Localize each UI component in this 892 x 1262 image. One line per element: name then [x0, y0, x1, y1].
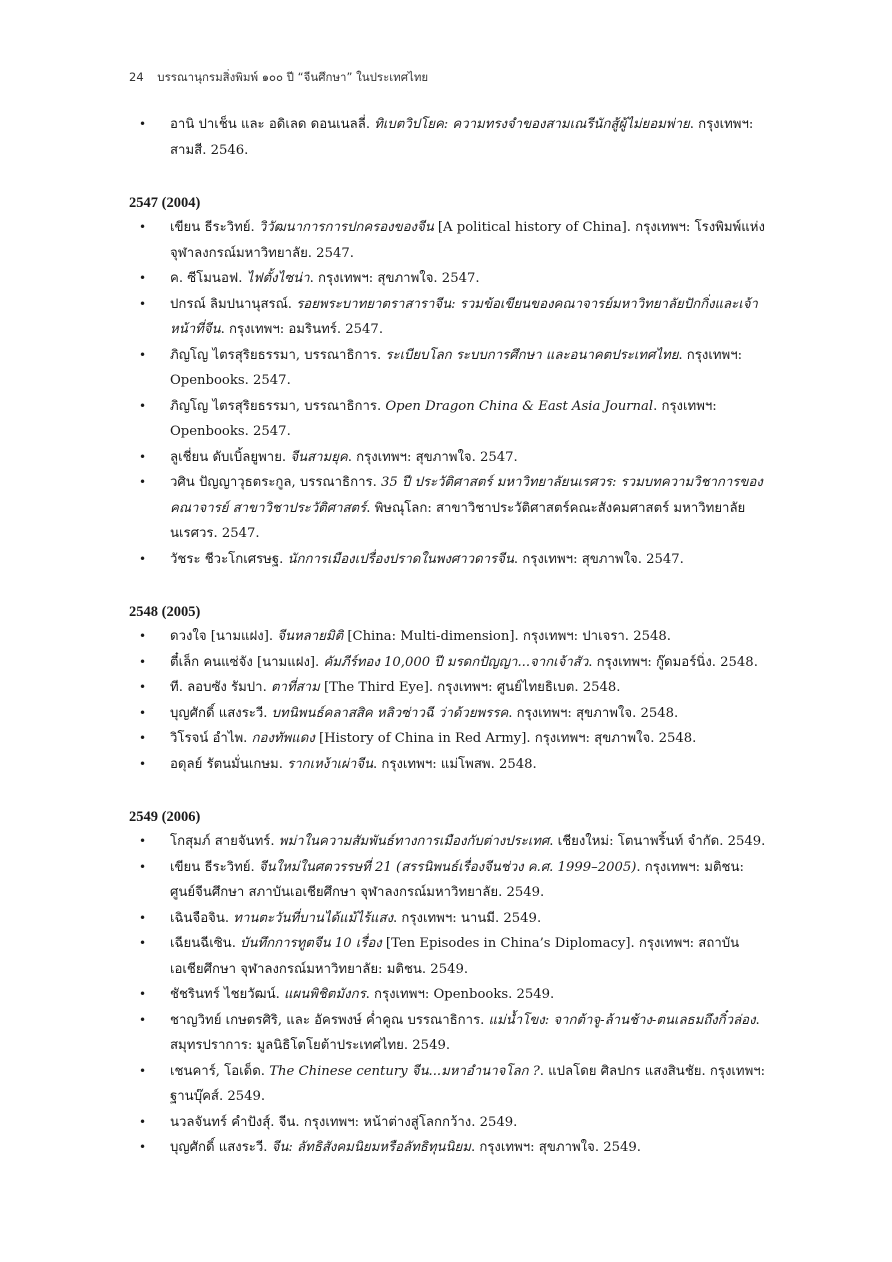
entry-title: ทิเบตวิปโยค: ความทรงจำของสามเณรีนักสู้ผู้ไม่ยอมพ่าย [374, 117, 690, 132]
bullet-icon: • [139, 271, 147, 285]
year-heading: 2548 (2005) [129, 604, 201, 620]
entry-publication: . เชียงใหม่: โตนาพริ้นท์ จำกัด. 2549. [549, 834, 766, 849]
entry-author: เขียน ธีระวิทย์. [170, 859, 259, 875]
bullet-icon: • [139, 834, 147, 848]
entry-publication: . กรุงเทพฯ: สุขภาพใจ. 2547. [513, 551, 684, 567]
bibliography-entry [129, 1135, 769, 1161]
bibliography-entry [129, 982, 769, 1008]
bibliography-entry [129, 726, 769, 752]
bibliography-entry [129, 1059, 769, 1110]
entry-publication: [The Third Eye]. กรุงเทพฯ: ศูนย์ไทยธิเบต. 2548. [319, 680, 621, 695]
bullet-icon: • [139, 347, 147, 362]
entry-title: ทานตะวันที่บานได้แม้ไร้แสง [233, 910, 394, 926]
bibliography-entry [129, 624, 769, 650]
bibliography-entry [129, 701, 769, 727]
entry-author: อดุลย์ รัตนมั่นเกษม. [170, 756, 288, 772]
entry-publication: [History of China in Red Army]. กรุงเทพฯ: สุขภาพใจ. 2548. [314, 731, 697, 746]
bibliography-entry [129, 829, 769, 855]
entry-title: รอยพระบาทยาตราสาราจีน: รวมข้อเขียนของคณาจารย์มหาวิทยาลัยปักกิ่งและเจ้าหน้าที่จีน [170, 296, 758, 337]
bibliography-entry [129, 394, 769, 445]
entry-publication: . กรุงเทพฯ: Openbooks. 2549. [365, 987, 555, 1002]
bullet-icon: • [139, 220, 147, 234]
bullet-icon: • [139, 859, 147, 874]
entry-title: รากเหง้าเผ่าจีน [287, 756, 374, 772]
entry-title: กองทัพแดง [251, 731, 315, 746]
bibliography-entry [129, 650, 769, 676]
bullet-icon: • [139, 910, 147, 925]
bibliography-entry [129, 292, 769, 343]
entry-title: ตาที่สาม [270, 680, 320, 695]
bibliography-entry [129, 445, 769, 471]
bibliography-entry [129, 112, 769, 163]
bullet-icon: • [139, 1063, 147, 1078]
entry-publication: [China: Multi-dimension]. กรุงเทพฯ: ปาเจรา. 2548. [343, 629, 671, 644]
entry-title: พม่าในความสัมพันธ์ทางการเมืองกับต่างประเทศ [278, 834, 550, 849]
entry-publication: [A political history of China]. กรุงเทพฯ: โรงพิมพ์แห่งจุฬาลงกรณ์มหาวิทยาลัย. 2547. [170, 220, 765, 261]
entry-publication: . กรุงเทพฯ: กู๊ดมอร์นิ่ง. 2548. [588, 654, 758, 670]
entry-author: ชาญวิทย์ เกษตรศิริ, และ อัครพงษ์ ค่ำคูณ บรรณาธิการ. [170, 1012, 489, 1028]
entry-publication: . กรุงเทพฯ: แม่โพสพ. 2548. [373, 756, 537, 772]
entry-publication: . กรุงเทพฯ: อมรินทร์. 2547. [220, 322, 384, 337]
entry-author: เชนคาร์, โอเด็ด. [170, 1063, 270, 1079]
entry-title: คัมภีร์ทอง 10,000 ปี มรดกปัญญา...จากเจ้าสัว [323, 654, 589, 670]
year-heading: 2547 (2004) [129, 195, 201, 211]
entry-title: บันทึกการทูตจีน 10 เรื่อง [240, 936, 382, 951]
bibliography-entry [129, 266, 769, 292]
entry-author: บุญศักดิ์ แสงระวี. [170, 1140, 272, 1155]
entry-title: ไฟตั้งไซน่า [246, 271, 310, 286]
entry-author: ค. ซีโมนอฟ. [170, 271, 247, 286]
bibliography-entry [129, 343, 769, 394]
entry-author: วิโรจน์ อำไพ. [170, 731, 252, 746]
bullet-icon: • [139, 296, 147, 311]
entry-publication: . กรุงเทพฯ: สุขภาพใจ. 2549. [470, 1140, 641, 1155]
entry-title: จีนหลายมิติ [277, 629, 344, 644]
bullet-icon: • [139, 1114, 147, 1129]
entry-author: ภิญโญ ไตรสุริยธรรมา, บรรณาธิการ. [170, 398, 386, 414]
bibliography-entry [129, 752, 769, 778]
entry-publication: . กรุงเทพฯ: สุขภาพใจ. 2548. [508, 705, 679, 721]
bibliography-entry [129, 906, 769, 932]
entry-author: โกสุมภ์ สายจันทร์. [170, 834, 279, 849]
bullet-icon: • [139, 756, 147, 771]
entry-publication: . พิษณุโลก: สาขาวิชาประวัติศาสตร์คณะสังคมศาสตร์ มหาวิทยาลัยนเรศวร. 2547. [170, 500, 746, 541]
entry-title: จีนสามยุค [290, 449, 348, 465]
bibliography-entry [129, 215, 769, 266]
entry-author: นวลจันทร์ คำปังสุ์. จีน. [170, 1114, 304, 1130]
bibliography-entry [129, 675, 769, 701]
entry-publication: . กรุงเทพฯ: สามสี. 2546. [170, 117, 754, 158]
entry-title: นักการเมืองเปรื่องปราดในพงศาวดารจีน [287, 551, 514, 567]
bullet-icon: • [139, 449, 147, 464]
entry-publication: . กรุงเทพฯ: Openbooks. 2547. [170, 398, 717, 439]
entry-title: The Chinese century จีน...มหาอำนาจโลก ? [269, 1063, 540, 1079]
entry-publication: . กรุงเทพฯ: นานมี. 2549. [393, 910, 542, 926]
entry-title: จีน: ลัทธิสังคมนิยมหรือลัทธิทุนนิยม [271, 1140, 471, 1155]
entry-author: ภิญโญ ไตรสุริยธรรมา, บรรณาธิการ. [170, 347, 386, 363]
entry-author: อานิ ปาเช็น และ อดิเลด ดอนเนลลี่. [170, 117, 375, 132]
entry-title: บทนิพนธ์คลาสสิค หลิวซ่าวฉี ว่าด้วยพรรค [271, 705, 509, 721]
running-title: บรรณานุกรมสิ่งพิมพ์ ๑๐๐ ปี “จีนศึกษา” ในประเทศไทย [157, 70, 429, 84]
bullet-icon: • [139, 936, 147, 950]
bibliography-entry [129, 547, 769, 573]
bullet-icon: • [139, 731, 147, 745]
bullet-icon: • [139, 1012, 147, 1027]
bullet-icon: • [139, 654, 147, 669]
entry-author: บุญศักดิ์ แสงระวี. [170, 705, 272, 721]
entry-title: แผนพิชิตมังกร [284, 987, 366, 1002]
entry-author: ปกรณ์ ลิมปนานุสรณ์. [170, 296, 297, 312]
entry-author: ชัชรินทร์ ไชยวัฒน์. [170, 987, 284, 1002]
entry-author: ตี๋เล็ก คนแซ่จัง [นามแฝง]. [170, 654, 324, 670]
entry-author: วัชระ ชีวะโกเศรษฐ. [170, 551, 288, 567]
entry-author: ดวงใจ [นามแฝง]. [170, 629, 278, 644]
bibliography-entry [129, 931, 769, 982]
running-header [129, 69, 428, 87]
entry-publication: . กรุงเทพฯ: สุขภาพใจ. 2547. [309, 271, 480, 286]
entry-title: Open Dragon China & East Asia Journal [385, 398, 654, 414]
bullet-icon: • [139, 551, 147, 566]
bibliography-entry [129, 1110, 769, 1136]
entry-publication: [Ten Episodes in China’s Diplomacy]. กรุงเทพฯ: สถาบันเอเชียศึกษา จุฬาลงกรณ์มหาวิทยาลัย: มติชน. 2549. [170, 936, 740, 977]
entry-author: วศิน ปัญญาวุธตระกูล, บรรณาธิการ. [170, 475, 381, 490]
bullet-icon: • [139, 705, 147, 720]
entry-title: วิวัฒนาการการปกครองของจีน [258, 220, 434, 235]
bullet-icon: • [139, 987, 147, 1001]
entry-title: ระเบียบโลก ระบบการศึกษา และอนาคตประเทศไทย [385, 347, 679, 363]
entry-title: แม่น้ำโขง: จากต้าจู-ล้านช้าง-ตนเลธมถึงกิ๋วล่อง [488, 1012, 756, 1028]
entry-author: เขียน ธีระวิทย์. [170, 220, 259, 235]
entry-author: ที. ลอบซัง รัมปา. [170, 680, 271, 695]
entry-publication: . สมุทรปราการ: มูลนิธิโตโยต้าประเทศไทย. 2549. [170, 1012, 760, 1053]
bibliography-entry [129, 1008, 769, 1059]
entry-publication: กรุงเทพฯ: หน้าต่างสู่โลกกว้าง. 2549. [303, 1114, 518, 1130]
entry-author: ลูเชี่ยน ดับเบิ้ลยูพาย. [170, 449, 291, 465]
bibliography-entry [129, 855, 769, 906]
bullet-icon: • [139, 680, 147, 694]
entry-title: จีนใหม่ในศตวรรษที่ 21 (สรรนิพนธ์เรื่องจีนช่วง ค.ศ. 1999–2005) [258, 859, 637, 875]
bullet-icon: • [139, 1140, 147, 1154]
bullet-icon: • [139, 475, 147, 489]
page-number: 24 [129, 70, 144, 84]
entry-publication: . กรุงเทพฯ: มติชน: ศูนย์จีนศึกษา สภาบันเอเชียศึกษา จุฬาลงกรณ์มหาวิทยาลัย. 2549. [170, 859, 744, 900]
bullet-icon: • [139, 629, 147, 643]
entry-publication: . กรุงเทพฯ: สุขภาพใจ. 2547. [347, 449, 518, 465]
bullet-icon: • [139, 117, 147, 131]
bibliography-entry [129, 470, 769, 547]
entry-author: เฉียนฉีเซิน. [170, 936, 241, 951]
entry-publication: . แปลโดย ศิลปกร แสงสินชัย. กรุงเทพฯ: ฐานบุ๊คส์. 2549. [170, 1063, 766, 1104]
entry-title: 35 ปี ประวัติศาสตร์ มหาวิทยาลัยนเรศวร: รวมบทความวิชาการของคณาจารย์ สาขาวิชาประวัติศาสตร์ [170, 475, 763, 516]
bullet-icon: • [139, 398, 147, 413]
bibliography-list [129, 112, 769, 1161]
year-heading: 2549 (2006) [129, 809, 201, 825]
entry-author: เฉินจือจิน. [170, 910, 234, 926]
entry-publication: . กรุงเทพฯ: Openbooks. 2547. [170, 347, 743, 388]
